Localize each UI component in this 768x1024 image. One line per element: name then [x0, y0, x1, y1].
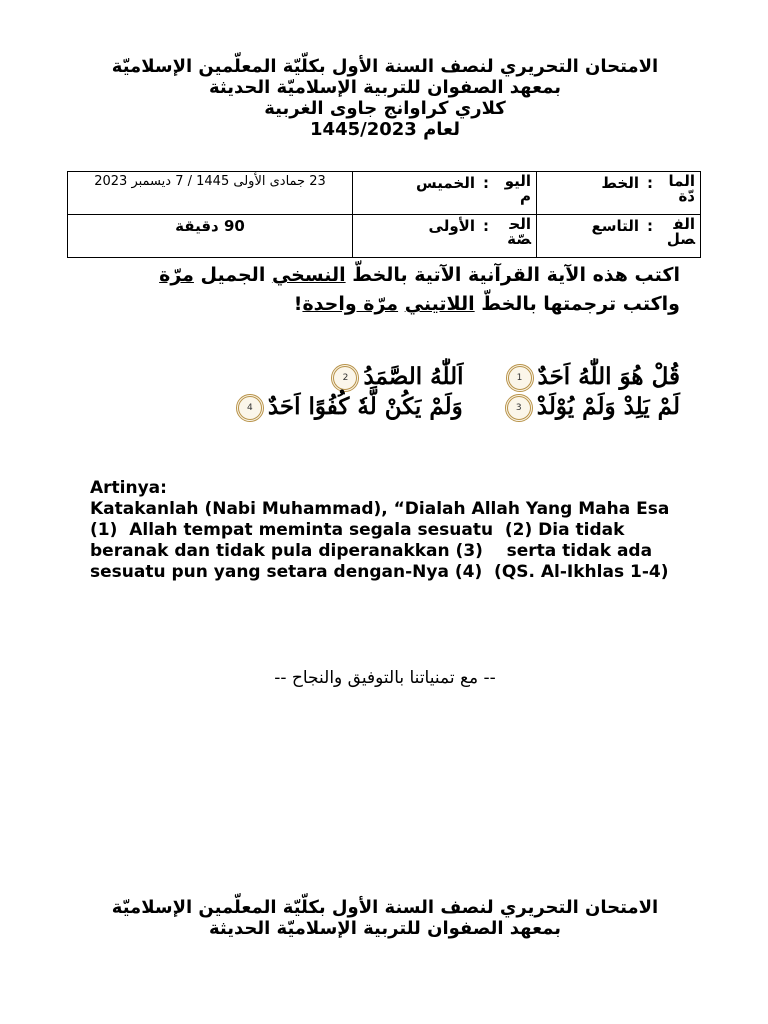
next-page-header — [70, 897, 700, 939]
class-cell — [537, 215, 701, 258]
exam-date: 23 جمادى الأولى 1445 / 7 ديسمبر 2023 — [94, 174, 326, 189]
date-cell — [68, 172, 353, 215]
quran-verse — [110, 362, 680, 422]
exam-title: الامتحان التحريري لنصف السنة الأول بكلّيّة المعلّمين الإسلاميّة — [111, 897, 659, 918]
subject-cell — [537, 172, 701, 215]
colon: : — [647, 174, 653, 192]
institute-name: بمعهد الصفوان للتربية الإسلاميّة الحديثة — [208, 918, 562, 939]
session-label: الحصّة — [507, 215, 531, 248]
instruction-part: الجميل — [193, 264, 272, 286]
duration-cell — [68, 215, 353, 258]
instruction-part: اكتب هذه الآية القرآنية الآتية بالخطّ — [345, 264, 680, 286]
subject-label: المادّة — [668, 172, 695, 205]
instruction-part: واكتب ترجمتها بالخطّ — [474, 293, 680, 315]
exam-duration: 90 دقيقة — [175, 217, 245, 235]
subject-value: الخط — [601, 174, 639, 192]
instruction-emphasis: مرّة — [159, 264, 194, 286]
verse-segment: قُلْ هُوَ اللّٰهُ اَحَدٌ — [537, 363, 680, 390]
verse-segment: وَلَمْ يَكُنْ لَّهٗ كُفُوًا اَحَدٌ — [267, 393, 463, 420]
day-cell — [353, 172, 537, 215]
verse-number-marker-icon: 4 — [236, 394, 264, 422]
verse-segment: اَللّٰهُ الصَّمَدُ — [363, 363, 464, 390]
day-value: الخميس — [416, 174, 475, 192]
verse-line-2 — [110, 392, 680, 422]
closing-wishes: -- مع تمنياتنا بالتوفيق والنجاح -- — [274, 668, 496, 688]
verse-number-marker-icon: 3 — [505, 394, 533, 422]
academic-year: لعام 1445/2023 — [310, 119, 460, 140]
institute-name: بمعهد الصفوان للتربية الإسلاميّة الحديثة — [208, 77, 562, 98]
instruction-emphasis: اللاتيني — [404, 293, 475, 315]
translation-block — [90, 478, 680, 583]
verse-number-marker-icon: 2 — [331, 364, 359, 392]
instruction-emphasis: النسخي — [271, 264, 346, 286]
instruction-part: ! — [293, 293, 303, 315]
instruction-part — [398, 293, 405, 315]
colon: : — [483, 174, 489, 192]
translation-heading: Artinya: — [90, 478, 167, 498]
instruction-text — [110, 261, 680, 319]
class-label: الفصل — [666, 215, 695, 248]
verse-line-1 — [110, 362, 680, 392]
colon: : — [483, 217, 489, 235]
colon: : — [647, 217, 653, 235]
exam-info-table — [67, 171, 701, 258]
session-cell — [353, 215, 537, 258]
session-value: الأولى — [428, 217, 475, 235]
translation-text: Katakanlah (Nabi Muhammad), “Dialah Allah Yang Maha Esa (1) Allah tempat meminta segala sesuatu (2) Dia tidak beranak dan tidak pula diperanakkan (3) serta tidak ada sesuatu pun yang setara dengan-Nya (4) (QS. Al-Ikhlas 1-4) — [90, 499, 676, 582]
exam-header — [70, 56, 700, 140]
day-label: اليوم — [504, 172, 531, 205]
institute-location: كلاري كراوانج جاوى الغربية — [264, 98, 506, 119]
verse-segment: لَمْ يَلِدْ وَلَمْ يُوْلَدْ — [536, 393, 680, 420]
exam-title: الامتحان التحريري لنصف السنة الأول بكلّيّة المعلّمين الإسلاميّة — [111, 56, 659, 77]
instruction-emphasis: مرّة واحدة — [302, 293, 399, 315]
verse-number-marker-icon: 1 — [506, 364, 534, 392]
class-value: التاسع — [591, 217, 639, 235]
